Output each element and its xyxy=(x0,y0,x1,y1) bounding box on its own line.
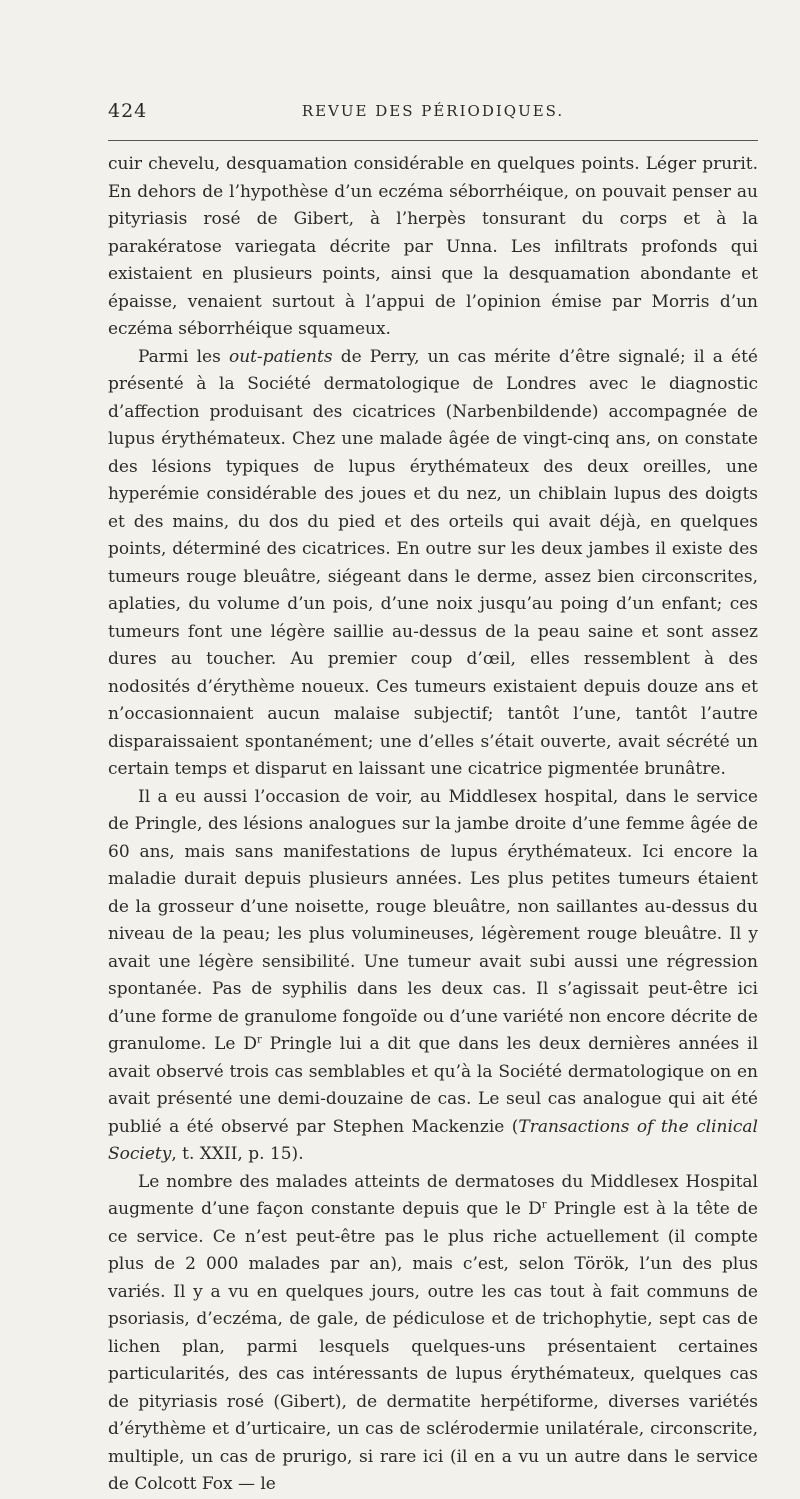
text-run: Le nombre des malades atteints de dermatoses du Middlesex Hospital augmente d’une façon constante depuis que le D xyxy=(108,1171,758,1219)
paragraph xyxy=(108,1169,758,1499)
superscript: r xyxy=(541,1199,547,1211)
body-text xyxy=(108,151,758,1499)
italic-text: Transactions of the clinical Society xyxy=(108,1116,758,1164)
header-rule xyxy=(108,140,758,141)
page-header xyxy=(108,100,758,130)
text-run: Il a eu aussi l’occasion de voir, au Middlesex hospital, dans le service de Pringle, des lésions analogues sur la jambe droite d’une femme âgée de 60 ans, mais sans manifestations de lupus érythémateux. Ici encore la maladie durait depuis plusieurs années. Les plus petites tumeurs étaient de la grosseur d’une noisette, rouge bleuâtre, non saillantes au-dessus du niveau de la peau; les plus volumineuses, légèrement rouge bleuâtre. Il y avait une légère sensibilité. Une tumeur avait subi aussi une régression spontanée. Pas de syphilis dans les deux cas. Il s’agissait peut-être ici d’une forme de granulome fongoïde ou d’une variété non encore décrite de granulome. Le D xyxy=(108,786,758,1054)
paragraph xyxy=(108,784,758,1169)
text-run: de Perry, un cas mérite d’être signalé; il a été présenté à la Société dermatologique de Londres avec le diagnostic d’affection produisant des cicatrices (Narbenbildende) accompagnée de lupus érythémateux. Chez une malade âgée de vingt-cinq ans, on constate des lésions typiques de lupus érythémateux des deux oreilles, une hyperémie considérable des joues et du nez, un chiblain lupus des doigts et des mains, du dos du pied et des orteils qui avait déjà, en quelques points, déterminé des cicatrices. En outre sur les deux jambes il existe des tumeurs rouge bleuâtre, siégeant dans le derme, assez bien circonscrites, aplaties, du volume d’un pois, d’une noix jusqu’au poing d’un enfant; ces tumeurs font une légère saillie au-dessus de la peau saine et sont assez dures au toucher. Au premier coup d’œil, elles ressemblent à des nodosités d’érythème noueux. Ces tumeurs existaient depuis douze ans et n’occasionnaient aucun malaise subjectif; tantôt l’une, tantôt l’autre disparaissaient spontanément; une d’elles s’était ouverte, avait sécrété un certain temps et disparut en laissant une cicatrice pigmentée brunâtre. xyxy=(108,346,758,779)
paragraph xyxy=(108,344,758,784)
superscript: r xyxy=(256,1034,262,1046)
paragraph xyxy=(108,151,758,344)
page-number: 424 xyxy=(108,100,148,122)
italic-text: out-patients xyxy=(228,346,333,367)
text-run: Pringle lui a dit que dans les deux dernières années il avait observé trois cas semblables et qu’à la Société dermatologique on en avait présenté une demi-douzaine de cas. Le seul cas analogue qui ait été publié a été observé par Stephen Mackenzie ( xyxy=(108,1034,759,1137)
running-title: REVUE DES PÉRIODIQUES. xyxy=(301,102,565,120)
text-run: , t. XXII, p. 15). xyxy=(171,1144,304,1164)
text-run: Parmi les xyxy=(138,346,229,367)
text-run: cuir chevelu, desquamation considérable en quelques points. Léger prurit. En dehors de l’hypothèse d’un eczéma séborrhéique, on pouvait penser au pityriasis rosé de Gibert, à l’herpès tonsurant du corps et à la parakératose variegata décrite par Unna. Les infiltrats profonds qui existaient en plusieurs points, ainsi que la desquamation abondante et épaisse, venaient surtout à l’appui de l’opinion émise par Morris d’un eczéma séborrhéique squameux. xyxy=(108,154,758,339)
text-run: Pringle est à la tête de ce service. Ce n’est peut-être pas le plus riche actuellement (il compte plus de 2 000 malades par an), mais c’est, selon Török, l’un des plus variés. Il y a vu en quelques jours, outre les cas tout à fait communs de psoriasis, d’eczéma, de gale, de pédiculose et de trichophytie, sept cas de lichen plan, parmi lesquels quelques-uns présentaient certaines particularités, des cas intéressants de lupus érythémateux, quelques cas de pityriasis rosé (Gibert), de dermatite herpétiforme, diverses variétés d’érythème et d’urticaire, un cas de sclérodermie unilatérale, circonscrite, multiple, un cas de prurigo, si rare ici (il en a vu un autre dans le service de Colcott Fox — le xyxy=(108,1199,758,1494)
